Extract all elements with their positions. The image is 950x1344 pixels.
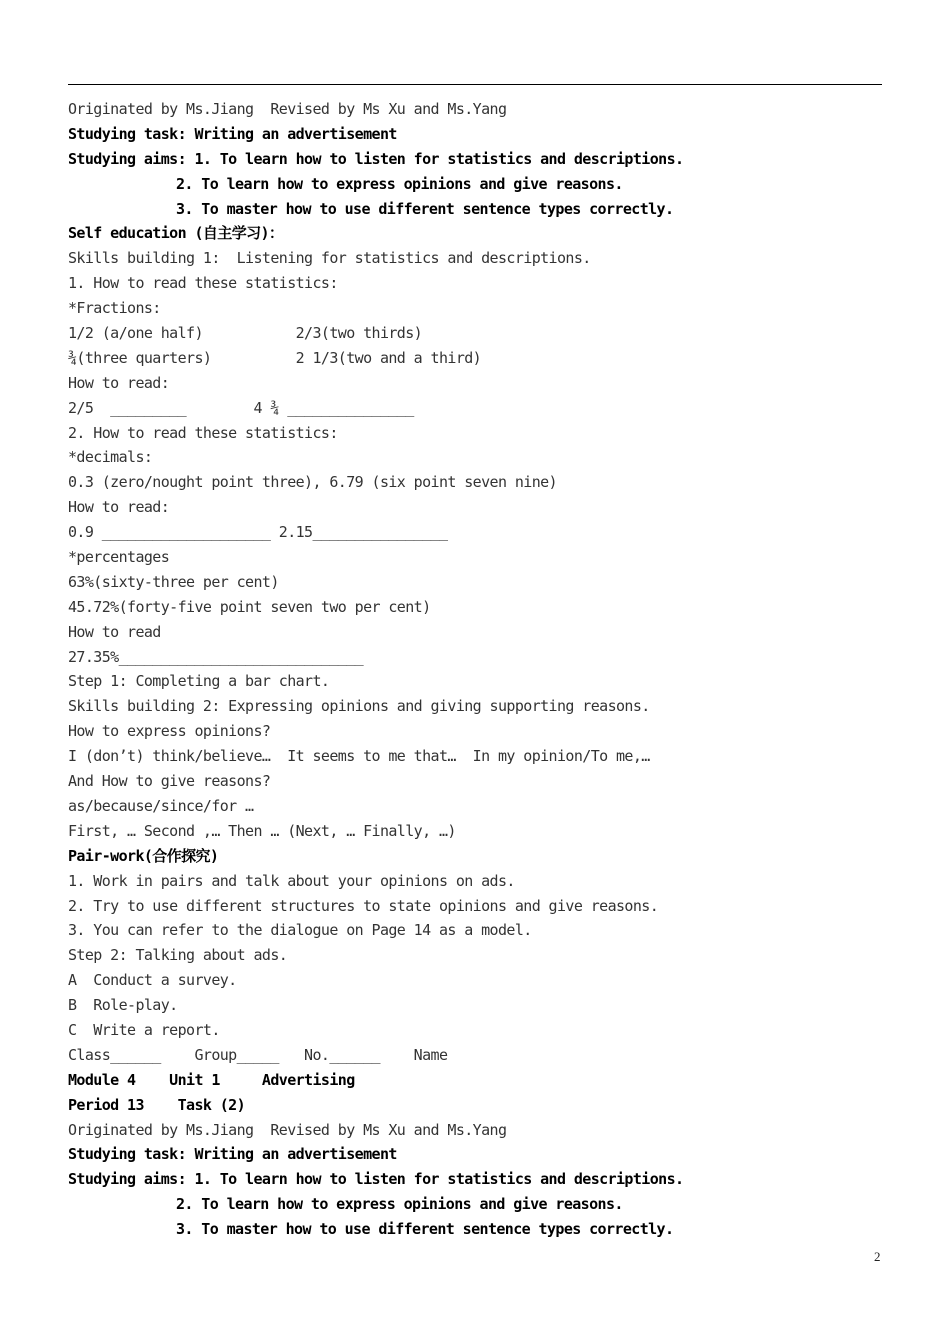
text-line: 3. You can refer to the dialogue on Page 14 as a model. <box>68 921 532 940</box>
text-line: Skills building 2: Expressing opinions and giving supporting reasons. <box>68 697 650 716</box>
text-line: Module 4 Unit 1 Advertising <box>68 1070 355 1089</box>
header-rule <box>68 84 882 85</box>
text-line: Class______ Group_____ No.______ Name <box>68 1045 448 1064</box>
text-line: 27.35%_____________________________ <box>68 647 364 666</box>
text-line: 1. Work in pairs and talk about your opinions on ads. <box>68 871 515 890</box>
text-line: Step 1: Completing a bar chart. <box>68 672 330 691</box>
text-line: 0.3 (zero/nought point three), 6.79 (six point seven nine) <box>68 473 557 492</box>
text-line: Step 2: Talking about ads. <box>68 946 288 965</box>
text-line: 2. How to read these statistics: <box>68 423 338 442</box>
text-line: 3. To master how to use different sentence types correctly. <box>176 199 674 218</box>
text-line: Originated by Ms.Jiang Revised by Ms Xu and Ms.Yang <box>68 100 507 118</box>
text-line: 2. To learn how to express opinions and give reasons. <box>176 1195 623 1214</box>
text-line: Self education (自主学习)： <box>68 224 284 243</box>
text-line: First, … Second ,… Then … (Next, … Finally, …) <box>68 821 456 840</box>
text-line: *percentages <box>68 548 170 567</box>
text-line: *Fractions: <box>68 299 161 318</box>
text-line: 1. How to read these statistics: <box>68 274 338 293</box>
text-line: And How to give reasons? <box>68 772 271 791</box>
text-line: Studying task: Writing an advertisement <box>68 1145 397 1164</box>
text-line: 63%(sixty-three per cent) <box>68 572 279 591</box>
text-line: How to express opinions? <box>68 722 271 741</box>
text-line: How to read: <box>68 498 170 517</box>
text-line: Pair-work(合作探究) <box>68 846 219 865</box>
text-line: 2/5 _________ 4 ¾ _______________ <box>68 398 414 417</box>
text-line: Studying aims: 1. To learn how to listen for statistics and descriptions. <box>68 1170 684 1189</box>
text-line: B Role-play. <box>68 996 178 1015</box>
text-line: I (don’t) think/believe… It seems to me that… In my opinion/To me,… <box>68 747 650 766</box>
text-line: *decimals: <box>68 448 153 467</box>
text-line: 1/2 (a/one half) 2/3(two thirds) <box>68 324 423 343</box>
text-line: A Conduct a survey. <box>68 971 237 990</box>
text-line: How to read <box>68 622 161 641</box>
text-line: 45.72%(forty-five point seven two per cent) <box>68 597 431 616</box>
text-line: Originated by Ms.Jiang Revised by Ms Xu and Ms.Yang <box>68 1120 507 1139</box>
text-line: Studying aims: 1. To learn how to listen for statistics and descriptions. <box>68 149 684 168</box>
text-line: as/because/since/for … <box>68 796 254 815</box>
text-line: ¾(three quarters) 2 1/3(two and a third) <box>68 348 482 367</box>
text-line: Period 13 Task (2) <box>68 1095 246 1114</box>
text-line: 3. To master how to use different sentence types correctly. <box>176 1220 674 1239</box>
text-line: C Write a report. <box>68 1020 220 1039</box>
text-line: 2. To learn how to express opinions and give reasons. <box>176 174 623 193</box>
text-line: Skills building 1: Listening for statistics and descriptions. <box>68 249 591 268</box>
text-line: Studying task: Writing an advertisement <box>68 124 397 143</box>
text-line: How to read: <box>68 373 170 392</box>
text-line: 0.9 ____________________ 2.15________________ <box>68 523 448 542</box>
text-line: 2. Try to use different structures to state opinions and give reasons. <box>68 896 659 915</box>
page-number: 2 <box>874 1249 881 1264</box>
document-body <box>68 97 888 1242</box>
